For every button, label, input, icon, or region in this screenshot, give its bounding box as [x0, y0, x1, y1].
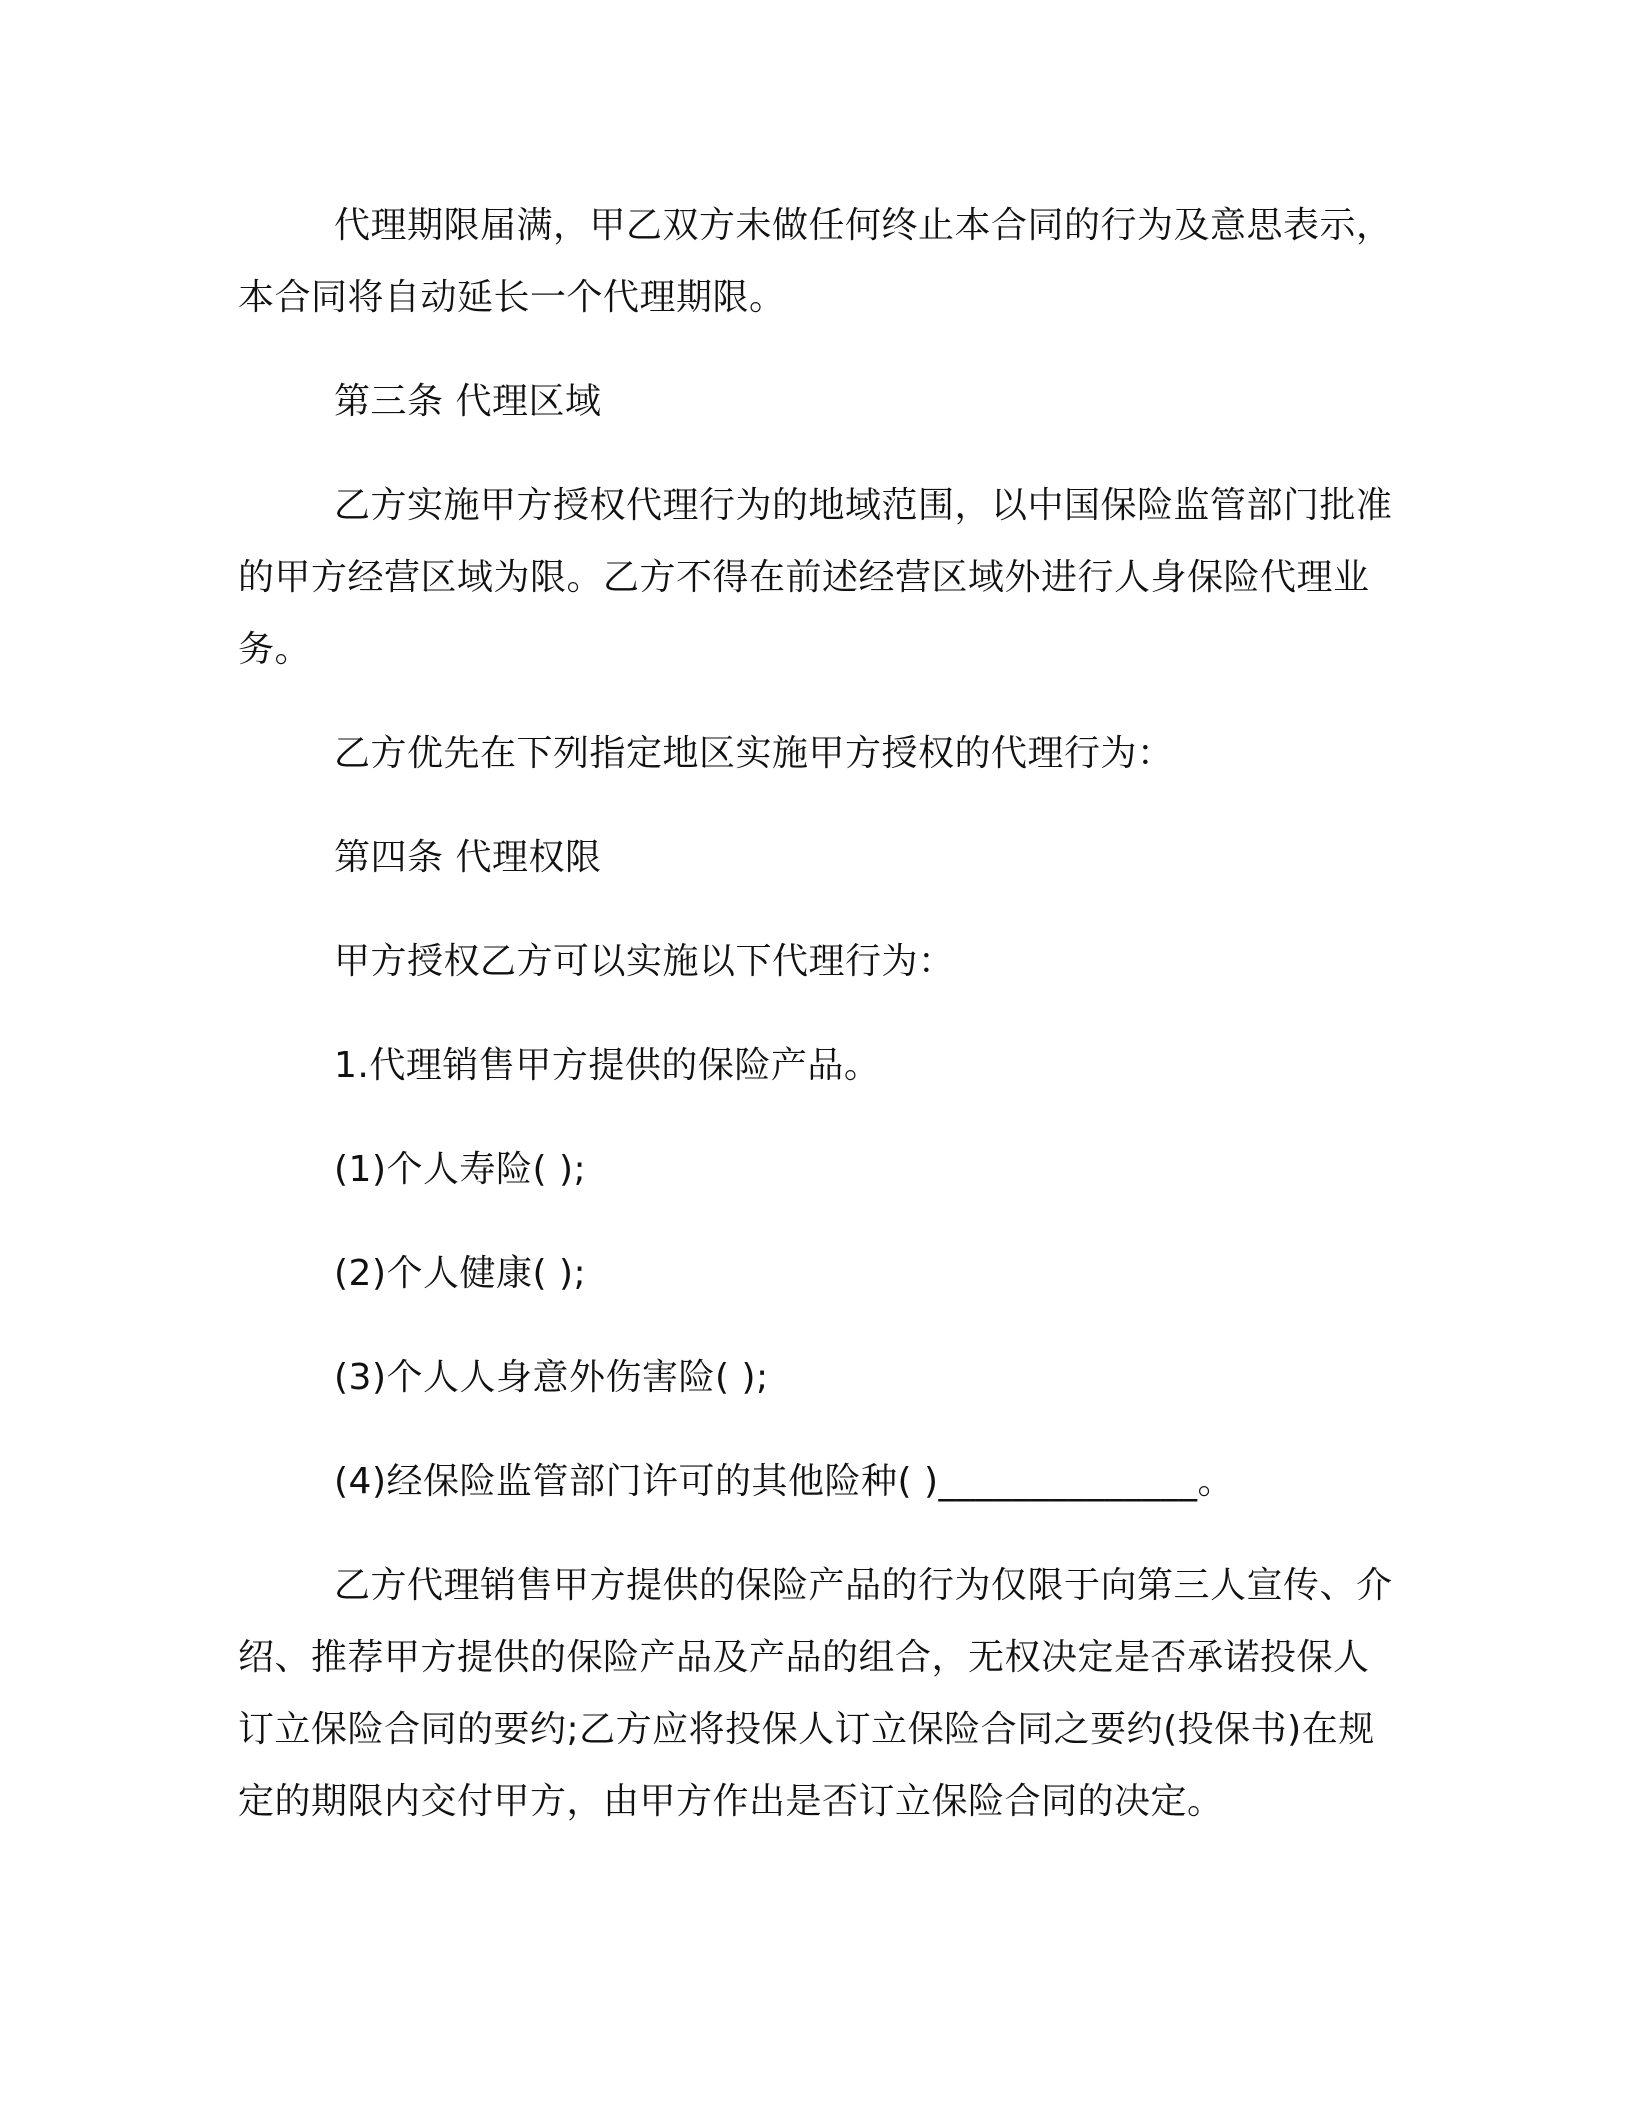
- list-item-accident-insurance: (3)个人人身意外伤害险( );: [334, 1357, 769, 1398]
- section-heading-article-4: 第四条 代理权限: [334, 837, 602, 878]
- document-body: [238, 190, 1398, 1870]
- paragraph-term-renewal: 代理期限届满，甲乙双方未做任何终止本合同的行为及意思表示，本合同将自动延长一个代理期限。: [238, 205, 1393, 318]
- paragraph-sales-limits: 乙方代理销售甲方提供的保险产品的行为仅限于向第三人宣传、介绍、推荐甲方提供的保险产品及产品的组合，无权决定是否承诺投保人订立保险合同的要约;乙方应将投保人订立保险合同之要约(投保书)在规定的期限内交付甲方，由甲方作出是否订立保险合同的决定。: [238, 1565, 1393, 1822]
- list-item-1: 1.代理销售甲方提供的保险产品。: [334, 1045, 881, 1086]
- paragraph-priority-region: 乙方优先在下列指定地区实施甲方授权的代理行为：: [334, 733, 1174, 774]
- list-item-other-insurance: (4)经保险监管部门许可的其他险种( )______________。: [334, 1461, 1235, 1502]
- paragraph-authorization-intro: 甲方授权乙方可以实施以下代理行为：: [334, 941, 955, 982]
- section-heading-article-3: 第三条 代理区域: [334, 381, 602, 422]
- list-item-health-insurance: (2)个人健康( );: [334, 1253, 587, 1294]
- paragraph-agency-region: 乙方实施甲方授权代理行为的地域范围，以中国保险监管部门批准的甲方经营区域为限。乙方不得在前述经营区域外进行人身保险代理业务。: [238, 485, 1393, 670]
- list-item-life-insurance: (1)个人寿险( );: [334, 1149, 587, 1190]
